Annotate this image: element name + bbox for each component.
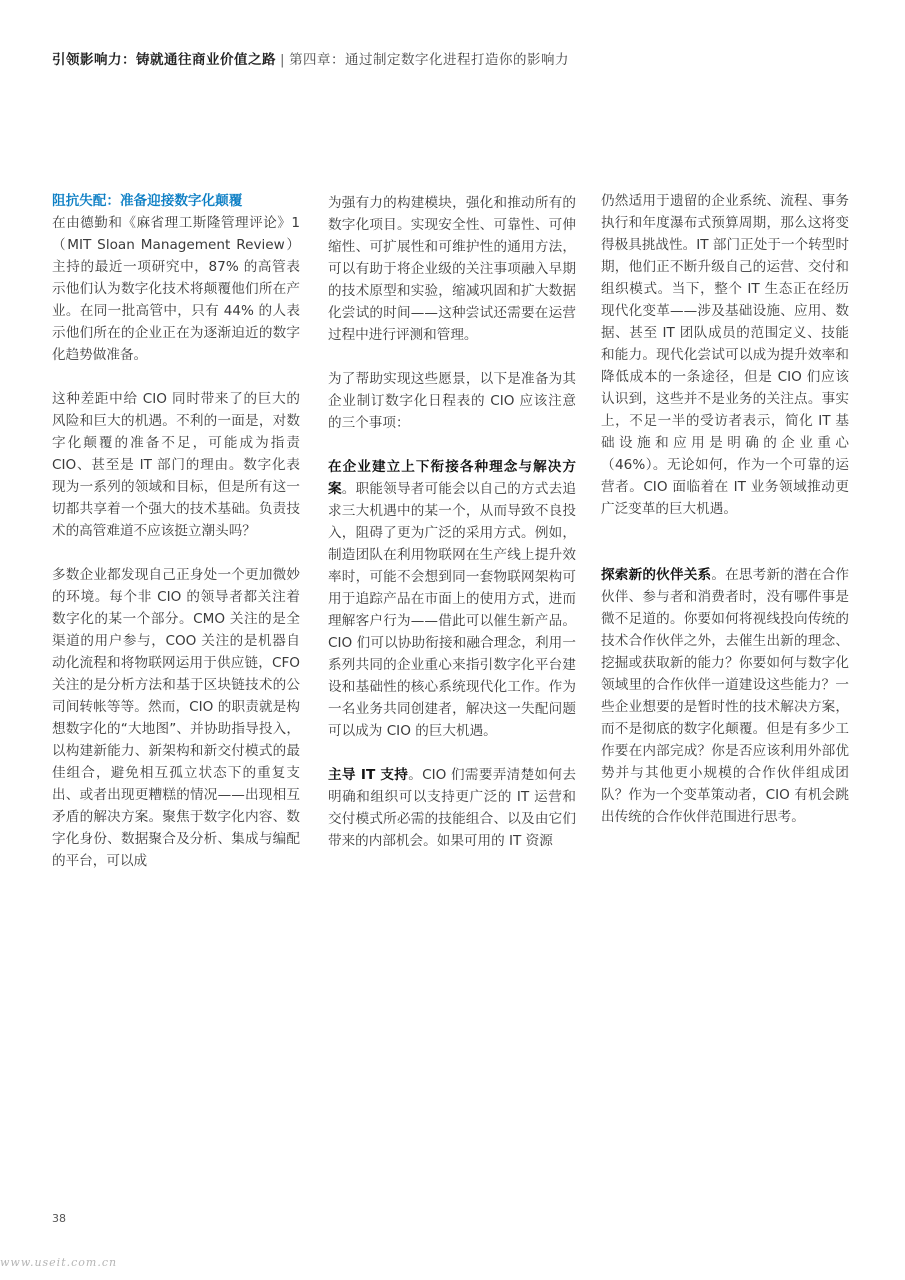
column3-paragraph-2 <box>601 564 849 828</box>
paragraph-body: 。职能领导者可能会以自己的方式去追求三大机遇中的某一个，从而导致不良投入，阻碍了更为广泛的采用方式。例如，制造团队在利用物联网在生产线上提升效率时，可能不会想到同一套物联网架构可用于追踪产品在市面上的使用方式，进而理解客户行为——借此可以催生新产品。CIO 们可以协助衔接和融合理念，利用一系列共同的企业重心来指引数字化平台建设和基础性的核心系统现代化工作。作为一名业务共同创建者，解决这一失配问题可以成为 CIO 的巨大机遇。 <box>328 481 577 739</box>
column2-paragraph-4 <box>328 764 576 852</box>
column1-paragraph-1: 在由德勤和《麻省理工斯隆管理评论》1（MIT Sloan Management Review）主持的最近一项研究中，87% 的高管表示他们认为数字化技术将颠覆他们所在产业。在同一批高管中，只有 44% 的人表示他们所在的企业正在为逐渐迫近的数字化趋势做准备。 <box>52 215 300 363</box>
paragraph-body: 。CIO 们需要弄清楚如何去明确和组织可以支持更广泛的 IT 运营和交付模式所必需的技能组合、以及由它们带来的内部机会。如果可用的 IT 资源 <box>328 767 576 849</box>
column1-paragraph-3: 多数企业都发现自己正身处一个更加微妙的环境。每个非 CIO 的领导者都关注着数字化的某一个部分。CMO 关注的是全渠道的用户参与，COO 关注的是机器自动化流程和将物联网运用于供应链，CFO 关注的是分析方法和基于区块链技术的公司间转帐等等。然而，CIO 的职责就是构想数字化的“大地图”、并协助指导投入，以构建新能力、新架构和新交付模式的最佳组合，避免相互孤立状态下的重复支出、或者出现更糟糕的情况——出现相互矛盾的解决方案。聚焦于数字化内容、数字化身份、数据聚合及分析、集成与编配的平台，可以成 <box>52 567 300 869</box>
section-heading: 阻抗失配：准备迎接数字化颠覆 <box>52 193 243 209</box>
paragraph-body: 。在思考新的潜在合作伙伴、参与者和消费者时，没有哪件事是微不足道的。你要如何将视线投向传统的技术合作伙伴之外，去催生出新的理念、挖掘或获取新的能力？你要如何与数字化领域里的合作伙伴一道建设这些能力？一些企业想要的是暂时性的技术解决方案，而不是彻底的数字化颠覆。但是有多少工作要在内部完成？你是否应该利用外部优势并与其他更小规模的合作伙伴组成团队？作为一个变革策动者，CIO 有机会跳出传统的合作伙伴范围进行思考。 <box>601 567 850 825</box>
page-number: 38 <box>52 1212 66 1225</box>
column2-paragraph-1: 为强有力的构建模块，强化和推动所有的数字化项目。实现安全性、可靠性、可伸缩性、可扩展性和可维护性的通用方法，可以有助于将企业级的关注事项融入早期的技术原型和实验，缩减巩固和扩大数据化尝试的时间——这种尝试还需要在运营过程中进行评测和管理。 <box>328 195 576 343</box>
column3-paragraph-1: 仍然适用于遗留的企业系统、流程、事务执行和年度瀑布式预算周期，那么这将变得极具挑战性。IT 部门正处于一个转型时期，他们正不断升级自己的运营、交付和组织模式。当下，整个 IT 生态正在经历现代化变革——涉及基础设施、应用、数据、甚至 IT 团队成员的范围定义、技能和能力。现代化尝试可以成为提升效率和降低成本的一条途径，但是 CIO 们应该认识到，这些并不是业务的关注点。事实上，不足一半的受访者表示，简化 IT 基础设施和应用是明确的企业重心（46%）。无论如何，作为一个可靠的运营者。CIO 面临着在 IT 业务领域推动更广泛变革的巨大机遇。 <box>601 193 849 517</box>
column1-paragraph-2: 这种差距中给 CIO 同时带来了的巨大的风险和巨大的机遇。不利的一面是，对数字化颠覆的准备不足，可能成为指责 CIO、甚至是 IT 部门的理由。数字化表现为一系列的领域和目标，但是所有这一切都共享着一个强大的技术基础。负责技术的高管难道不应该挺立潮头吗？ <box>52 391 300 539</box>
lead-in-partnerships: 探索新的伙伴关系 <box>601 567 712 583</box>
running-header <box>52 48 569 68</box>
lead-in-align-ideas: 在企业建立上下衔接各种理念与解决方案 <box>328 459 576 497</box>
column2-paragraph-3 <box>328 456 576 742</box>
column2-paragraph-2: 为了帮助实现这些愿景，以下是准备为其企业制订数字化日程表的 CIO 应该注意的三个事项： <box>328 371 576 431</box>
column1-section <box>52 190 300 366</box>
column-1 <box>52 190 300 894</box>
column-3 <box>601 190 849 850</box>
watermark: www.useit.com.cn <box>0 1256 118 1269</box>
lead-in-it-support: 主导 IT 支持 <box>328 767 409 783</box>
header-separator: | <box>280 52 286 68</box>
column-2 <box>328 192 576 874</box>
header-title: 引领影响力：铸就通往商业价值之路 <box>52 52 276 68</box>
header-subtitle: 第四章：通过制定数字化进程打造你的影响力 <box>289 52 570 68</box>
